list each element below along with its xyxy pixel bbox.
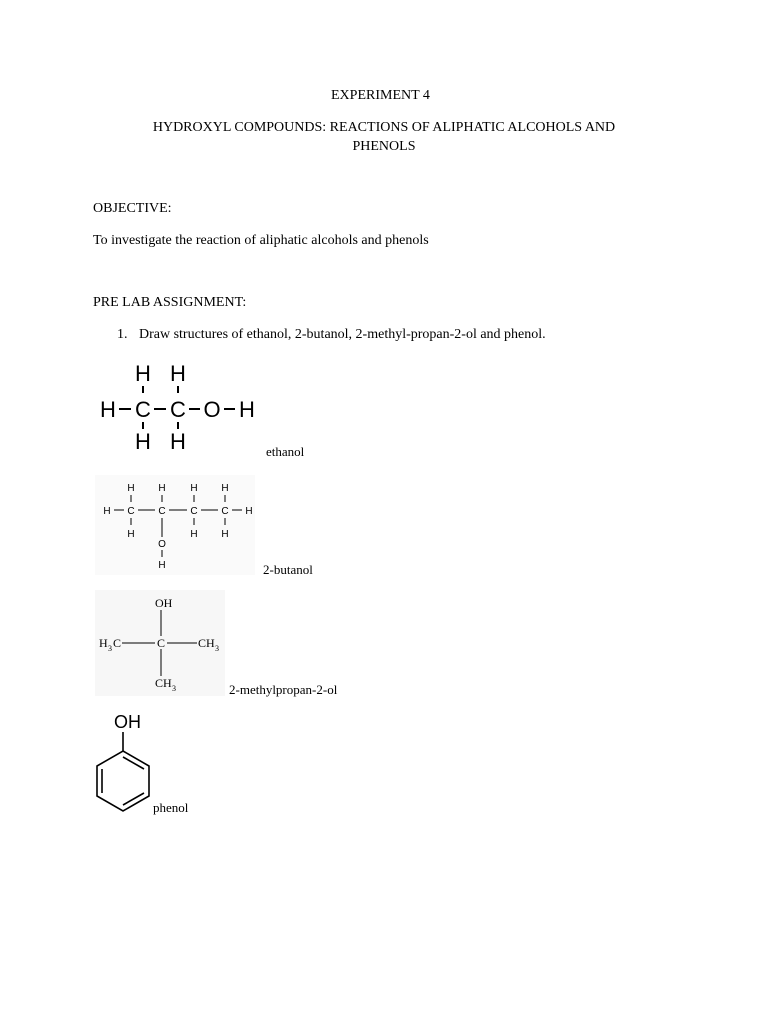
- butanol-atom-h: H: [221, 483, 229, 494]
- ethanol-atom-h: H: [170, 361, 186, 386]
- ethanol-atom-h: H: [170, 429, 186, 454]
- butanol-atom-h: H: [221, 529, 229, 540]
- ethanol-atom-o: O: [203, 397, 221, 422]
- ethanol-atom-c: C: [170, 397, 186, 422]
- methylpropanol-structure: [95, 590, 225, 696]
- butanol-atom-h: H: [127, 529, 135, 540]
- phenol-ring-double-bond: [123, 793, 144, 805]
- butanol-atom-c: C: [221, 506, 229, 517]
- butanol-structure: [95, 475, 255, 575]
- phenol-ring: [97, 751, 149, 811]
- methylpropanol-atom-c: C: [157, 636, 166, 650]
- methylpropanol-atom-ch: CH: [198, 636, 215, 650]
- methylpropanol-atom-ch: CH: [155, 676, 172, 690]
- ethanol-atom-h: H: [239, 397, 255, 422]
- methylpropanol-atom-h: H: [99, 636, 108, 650]
- methylpropanol-label: 2-methylpropan-2-ol: [229, 682, 338, 697]
- methylpropanol-subscript: 3: [108, 644, 112, 653]
- ethanol-atom-h: H: [100, 397, 116, 422]
- phenol-ring-double-bond: [123, 757, 144, 769]
- butanol-atom-h: H: [190, 529, 198, 540]
- butanol-atom-h: H: [158, 560, 166, 571]
- prelab-heading: PRE LAB ASSIGNMENT:: [93, 295, 247, 310]
- methylpropanol-subscript: 3: [215, 644, 219, 653]
- butanol-atom-o: O: [158, 539, 166, 550]
- butanol-label: 2-butanol: [263, 562, 313, 577]
- ethanol-structure: [95, 358, 265, 458]
- phenol-atom-oh: OH: [114, 712, 141, 732]
- methylpropanol-subscript: 3: [172, 684, 176, 693]
- ethanol-label: ethanol: [266, 444, 305, 459]
- phenol-structure: [88, 708, 158, 812]
- objective-heading: OBJECTIVE:: [93, 201, 172, 216]
- butanol-atom-h: H: [245, 506, 253, 517]
- experiment-number: EXPERIMENT 4: [331, 88, 430, 103]
- phenol-label: phenol: [153, 800, 189, 815]
- title-line-2: PHENOLS: [352, 139, 416, 154]
- methylpropanol-atom-c: C: [113, 636, 122, 650]
- question-number: 1.: [117, 327, 128, 342]
- ethanol-atom-h: H: [135, 429, 151, 454]
- butanol-atom-h: H: [127, 483, 135, 494]
- objective-text: To investigate the reaction of aliphatic alcohols and phenols: [93, 233, 429, 248]
- title-line-1: HYDROXYL COMPOUNDS: REACTIONS OF ALIPHATIC ALCOHOLS AND: [152, 120, 616, 135]
- ethanol-atom-h: H: [135, 361, 151, 386]
- butanol-atom-h: H: [158, 483, 166, 494]
- butanol-atom-h: H: [190, 483, 198, 494]
- butanol-atom-c: C: [158, 506, 166, 517]
- butanol-atom-h: H: [103, 506, 111, 517]
- butanol-atom-c: C: [127, 506, 135, 517]
- question-text: Draw structures of ethanol, 2-butanol, 2-methyl-propan-2-ol and phenol.: [139, 327, 546, 342]
- methylpropanol-atom-oh: OH: [155, 596, 173, 610]
- ethanol-atom-c: C: [135, 397, 151, 422]
- butanol-atom-c: C: [190, 506, 198, 517]
